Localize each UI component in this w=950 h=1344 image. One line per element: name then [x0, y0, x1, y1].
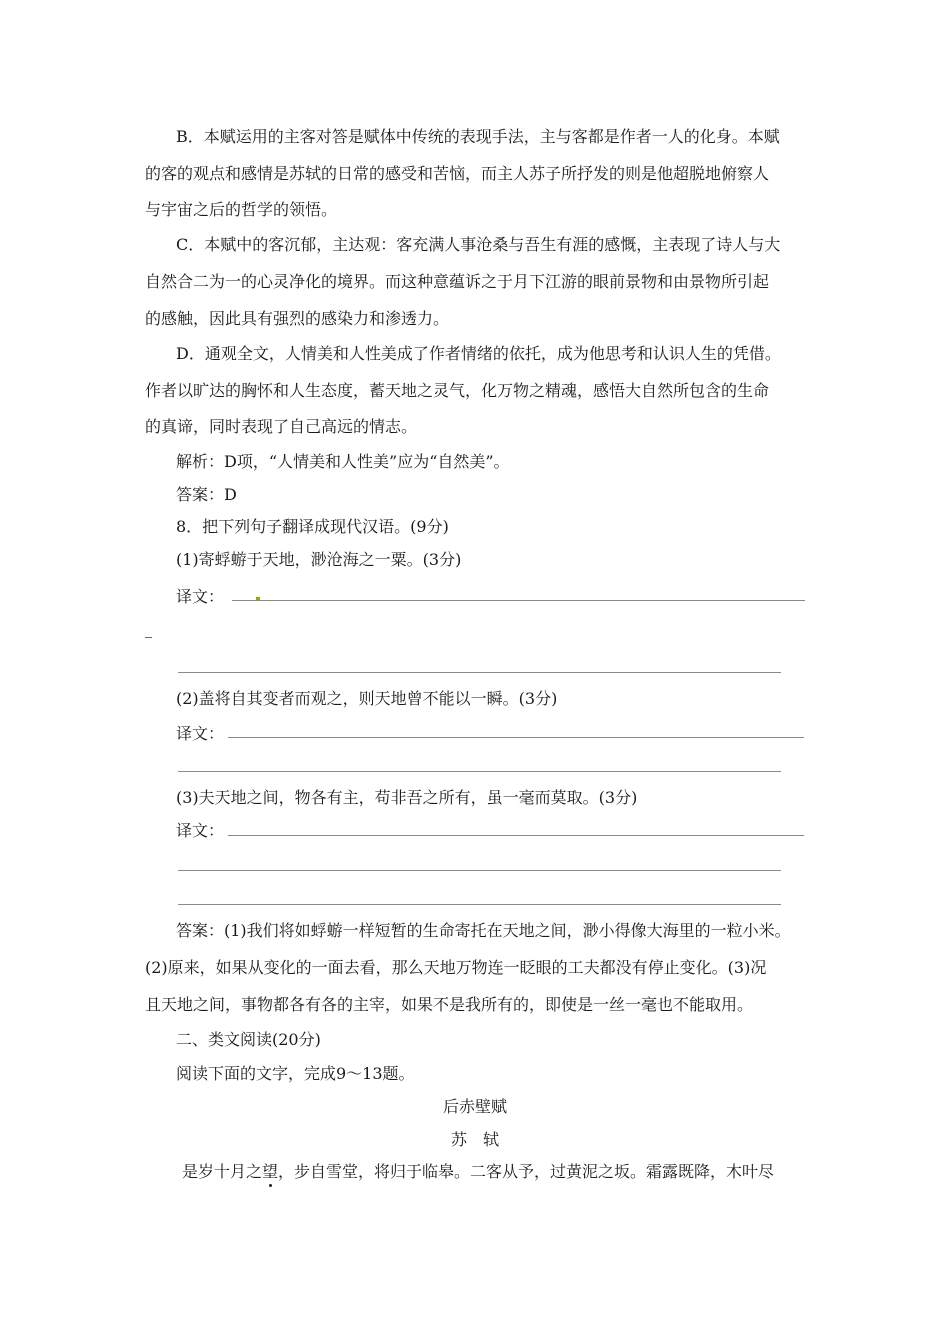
answer-line: [178, 771, 781, 772]
poem-first-line: 是岁十月之望，步自雪堂，将归于临皋。二客从予，过黄泥之坂。霜露既降，木叶尽: [182, 1162, 775, 1181]
translation-label-2: 译文：: [176, 724, 225, 743]
answer-8-line-2: (2)原来，如果从变化的一面去看，那么天地万物连一眨眼的工夫都没有停止变化。(3)况: [145, 958, 767, 977]
poem-title: 后赤壁赋: [442, 1097, 507, 1116]
answer-line: [232, 600, 805, 601]
answer-line: [178, 904, 781, 905]
answer-line: [178, 870, 781, 871]
answer-line: [228, 737, 804, 738]
answer-line: [228, 835, 804, 836]
reading-instruction: 阅读下面的文字，完成9～13题。: [176, 1064, 415, 1083]
poem-author: 苏 轼: [450, 1130, 499, 1149]
option-b-line-2: 的客的观点和感情是苏轼的日常的感受和苦恼，而主人苏子所抒发的则是他超脱地俯察人: [145, 164, 770, 183]
translation-label-3: 译文：: [176, 821, 225, 840]
translation-label-1: 译文：: [176, 587, 225, 606]
stray-mark: [145, 637, 152, 638]
option-c-line-1: C．本赋中的客沉郁，主达观：客充满人事沧桑与吾生有涯的感慨，主表现了诗人与大: [176, 235, 781, 254]
question-8-sentence-1: (1)寄蜉蝣于天地，渺沧海之一粟。(3分): [176, 550, 462, 569]
section-heading: 二、类文阅读(20分): [176, 1030, 321, 1049]
question-8-sentence-2: (2)盖将自其变者而观之，则天地曾不能以一瞬。(3分): [176, 689, 558, 708]
option-c-line-2: 自然合二为一的心灵净化的境界。而这种意蕴诉之于月下江游的眼前景物和由景物所引起: [145, 272, 770, 291]
option-b-line-3: 与宇宙之后的哲学的领悟。: [145, 200, 338, 219]
option-d-line-3: 的真谛，同时表现了自己高远的情志。: [145, 417, 418, 436]
emphasis-dot: [269, 1184, 272, 1187]
mark-dot: [256, 597, 260, 600]
option-c-line-3: 的感触，因此具有强烈的感染力和渗透力。: [145, 309, 450, 328]
answer-7: 答案：D: [176, 485, 237, 504]
option-d-line-1: D．通观全文，人情美和人性美成了作者情绪的依托，成为他思考和认识人生的凭借。: [176, 344, 781, 363]
analysis-text: 解析：D项，“人情美和人性美”应为“自然美”。: [176, 452, 510, 471]
question-8-sentence-3: (3)夫天地之间，物各有主，苟非吾之所有，虽一毫而莫取。(3分): [176, 788, 638, 807]
option-d-line-2: 作者以旷达的胸怀和人生态度，蓄天地之灵气，化万物之精魂，感悟大自然所包含的生命: [145, 381, 770, 400]
answer-8-line-1: 答案：(1)我们将如蜉蝣一样短暂的生命寄托在天地之间，渺小得像大海里的一粒小米。: [176, 921, 791, 940]
option-b-line-1: B．本赋运用的主客对答是赋体中传统的表现手法，主与客都是作者一人的化身。本赋: [176, 127, 780, 146]
answer-line: [178, 672, 781, 673]
question-8-title: 8．把下列句子翻译成现代汉语。(9分): [176, 517, 449, 536]
answer-8-line-3: 且天地之间，事物都各有各的主宰，如果不是我所有的，即使是一丝一毫也不能取用。: [145, 995, 754, 1014]
